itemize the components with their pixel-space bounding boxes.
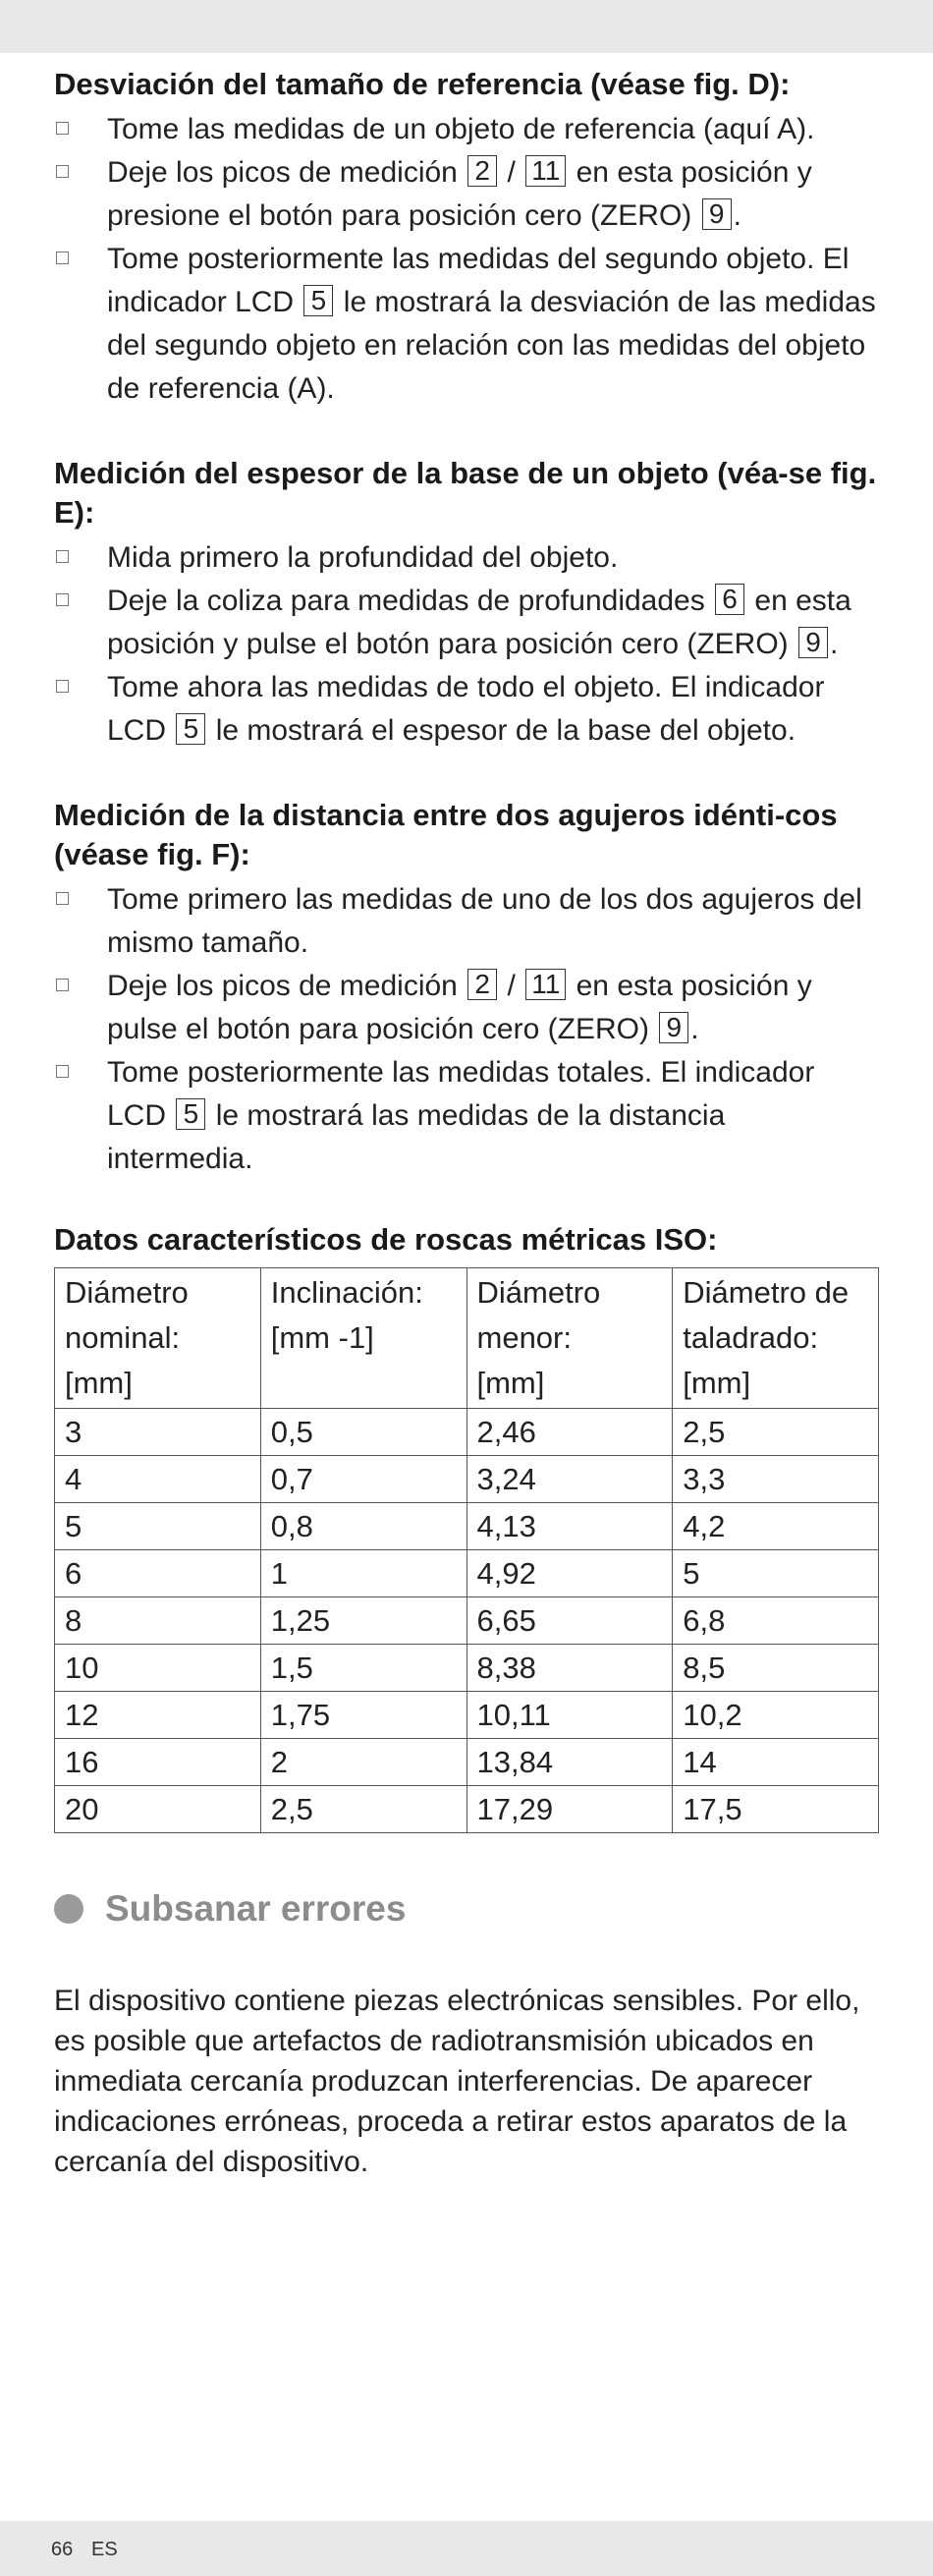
table-cell: 8 [55,1597,261,1645]
part-number-box: 11 [525,969,566,1000]
header-line: [mm -1] [270,1320,374,1355]
checkbox-bullet-icon [56,979,69,991]
table-cell: 3 [55,1409,261,1456]
step-text: Deje los picos de medición [107,156,466,189]
step-item [54,238,879,411]
table-cell: 20 [55,1786,261,1833]
step-text: Deje los picos de medición [107,970,466,1002]
table-cell: 1 [260,1550,466,1597]
table-cell: 2,5 [673,1409,879,1456]
header-line: Diámetro [476,1275,601,1310]
step-item [54,536,879,580]
table-cell: 5 [673,1550,879,1597]
table-cell: 0,5 [260,1409,466,1456]
step-item [54,666,879,753]
checkbox-bullet-icon [56,122,69,135]
bullet-dot-icon [54,1894,83,1924]
part-number-box: 9 [798,627,828,658]
troubleshooting-body: El dispositivo contiene piezas electrónicas sensibles. Por ello, es posible que artefactos de radiotransmisión ubicados en inmediata cercanía produzcan interferencias. De aparecer indicaciones erróneas, proceda a retirar estos aparatos de la cercanía del dispositivo. [54,1985,860,2178]
header-line: Inclinación: [270,1275,423,1310]
step-text: . [733,199,741,232]
step-text: / [499,156,524,189]
table-cell: 6 [55,1550,261,1597]
checkbox-bullet-icon [56,593,69,606]
table-cell: 0,7 [260,1456,466,1503]
column-header [55,1268,261,1409]
table-cell: 2,46 [466,1409,673,1456]
part-number-box: 2 [467,969,497,1000]
step-text: . [830,628,839,660]
step-text: Tome posteriormente las medidas del segundo objeto. El indicador LCD [107,243,850,318]
table-cell: 12 [55,1692,261,1739]
step-text: . [690,1013,699,1045]
table-cell: 6,65 [466,1597,673,1645]
part-number-box: 2 [467,155,497,187]
checkbox-bullet-icon [56,252,69,264]
step-text: le mostrará la desviación de las medidas del segundo objeto en relación con las medidas del objeto de referencia (A). [107,286,876,405]
table-cell: 8,38 [466,1645,673,1692]
table-cell: 3,24 [466,1456,673,1503]
table-cell: 4,13 [466,1503,673,1550]
column-header [673,1268,879,1409]
top-margin-bar [0,0,933,53]
step-text: Mida primero la profundidad del objeto. [107,541,619,574]
step-list [54,878,879,1181]
troubleshooting-title: Subsanar errores [105,1888,407,1929]
step-text: Tome posteriormente las medidas totales. El indicador LCD [107,1056,815,1132]
table-row [55,1739,879,1786]
part-number-box: 5 [176,713,205,745]
table-cell: 4,92 [466,1550,673,1597]
table-body [55,1409,879,1833]
step-text: en esta posición y pulse el botón para posición cero (ZERO) [107,585,851,660]
part-number-box: 5 [176,1098,205,1130]
table-row [55,1786,879,1833]
instruction-section [54,454,879,753]
step-item [54,1051,879,1181]
part-number-box: 5 [303,285,333,316]
table-cell: 4 [55,1456,261,1503]
table-cell: 14 [673,1739,879,1786]
column-header [260,1268,466,1409]
page-footer [0,2521,933,2576]
table-row [55,1503,879,1550]
step-text: Tome primero las medidas de uno de los dos agujeros del mismo tamaño. [107,883,862,959]
table-cell: 17,29 [466,1786,673,1833]
step-text: le mostrará el espesor de la base del objeto. [207,714,796,747]
step-list [54,108,879,411]
instruction-section [54,796,879,1181]
step-text: le mostrará las medidas de la distancia intermedia. [107,1099,726,1175]
step-text: Deje la coliza para medidas de profundidades [107,585,714,617]
column-header [466,1268,673,1409]
header-line: [mm] [683,1366,751,1400]
table-cell: 5 [55,1503,261,1550]
section-title: Medición de la distancia entre dos agujeros idénti-cos (véase fig. F): [54,798,838,871]
table-cell: 1,75 [260,1692,466,1739]
table-cell: 1,5 [260,1645,466,1692]
header-line: taladrado: [683,1320,819,1355]
table-cell: 16 [55,1739,261,1786]
step-text: Tome ahora las medidas de todo el objeto. El indicador LCD [107,671,825,747]
table-cell: 17,5 [673,1786,879,1833]
step-text: / [499,970,524,1002]
instruction-section [54,65,879,411]
instruction-sections [54,65,879,1181]
header-line: Diámetro de [683,1275,850,1310]
table-cell: 8,5 [673,1645,879,1692]
step-list [54,536,879,753]
table-cell: 10 [55,1645,261,1692]
table-cell: 0,8 [260,1503,466,1550]
section-title: Medición del espesor de la base de un objeto (véa-se fig. E): [54,456,877,530]
step-text: Tome las medidas de un objeto de referencia (aquí A). [107,113,815,145]
checkbox-bullet-icon [56,680,69,693]
table-header-row [55,1268,879,1409]
table-cell: 6,8 [673,1597,879,1645]
table-row [55,1409,879,1456]
header-line: menor: [476,1320,572,1355]
part-number-box: 9 [659,1012,688,1043]
table-row [55,1550,879,1597]
part-number-box: 6 [715,584,744,615]
page-content [54,65,879,2182]
table-cell: 2 [260,1739,466,1786]
step-item [54,108,879,151]
checkbox-bullet-icon [56,550,69,563]
table-cell: 10,11 [466,1692,673,1739]
table-row [55,1645,879,1692]
section-title: Desviación del tamaño de referencia (véase fig. D): [54,67,791,101]
table-cell: 10,2 [673,1692,879,1739]
checkbox-bullet-icon [56,892,69,905]
language-code: ES [91,2539,118,2560]
table-row [55,1692,879,1739]
troubleshooting-heading [54,1888,879,1930]
table-cell: 4,2 [673,1503,879,1550]
page-number: 66 [51,2539,74,2560]
step-text: en esta posición y presione el botón para posición cero (ZERO) [107,156,812,232]
table-cell: 1,25 [260,1597,466,1645]
header-line: [mm] [65,1366,133,1400]
step-item [54,151,879,238]
table-title: Datos característicos de roscas métricas ISO: [54,1222,718,1257]
header-line: nominal: [65,1320,181,1355]
table-cell: 13,84 [466,1739,673,1786]
header-line: Diámetro [65,1275,189,1310]
checkbox-bullet-icon [56,165,69,178]
part-number-box: 9 [702,198,732,230]
step-text: en esta posición y pulse el botón para posición cero (ZERO) [107,970,812,1045]
header-line: [mm] [476,1366,545,1400]
table-cell: 3,3 [673,1456,879,1503]
step-item [54,878,879,965]
table-row [55,1456,879,1503]
step-item [54,965,879,1051]
part-number-box: 11 [525,155,566,187]
checkbox-bullet-icon [56,1065,69,1078]
table-cell: 2,5 [260,1786,466,1833]
step-item [54,580,879,666]
table-row [55,1597,879,1645]
iso-thread-table [54,1267,879,1833]
